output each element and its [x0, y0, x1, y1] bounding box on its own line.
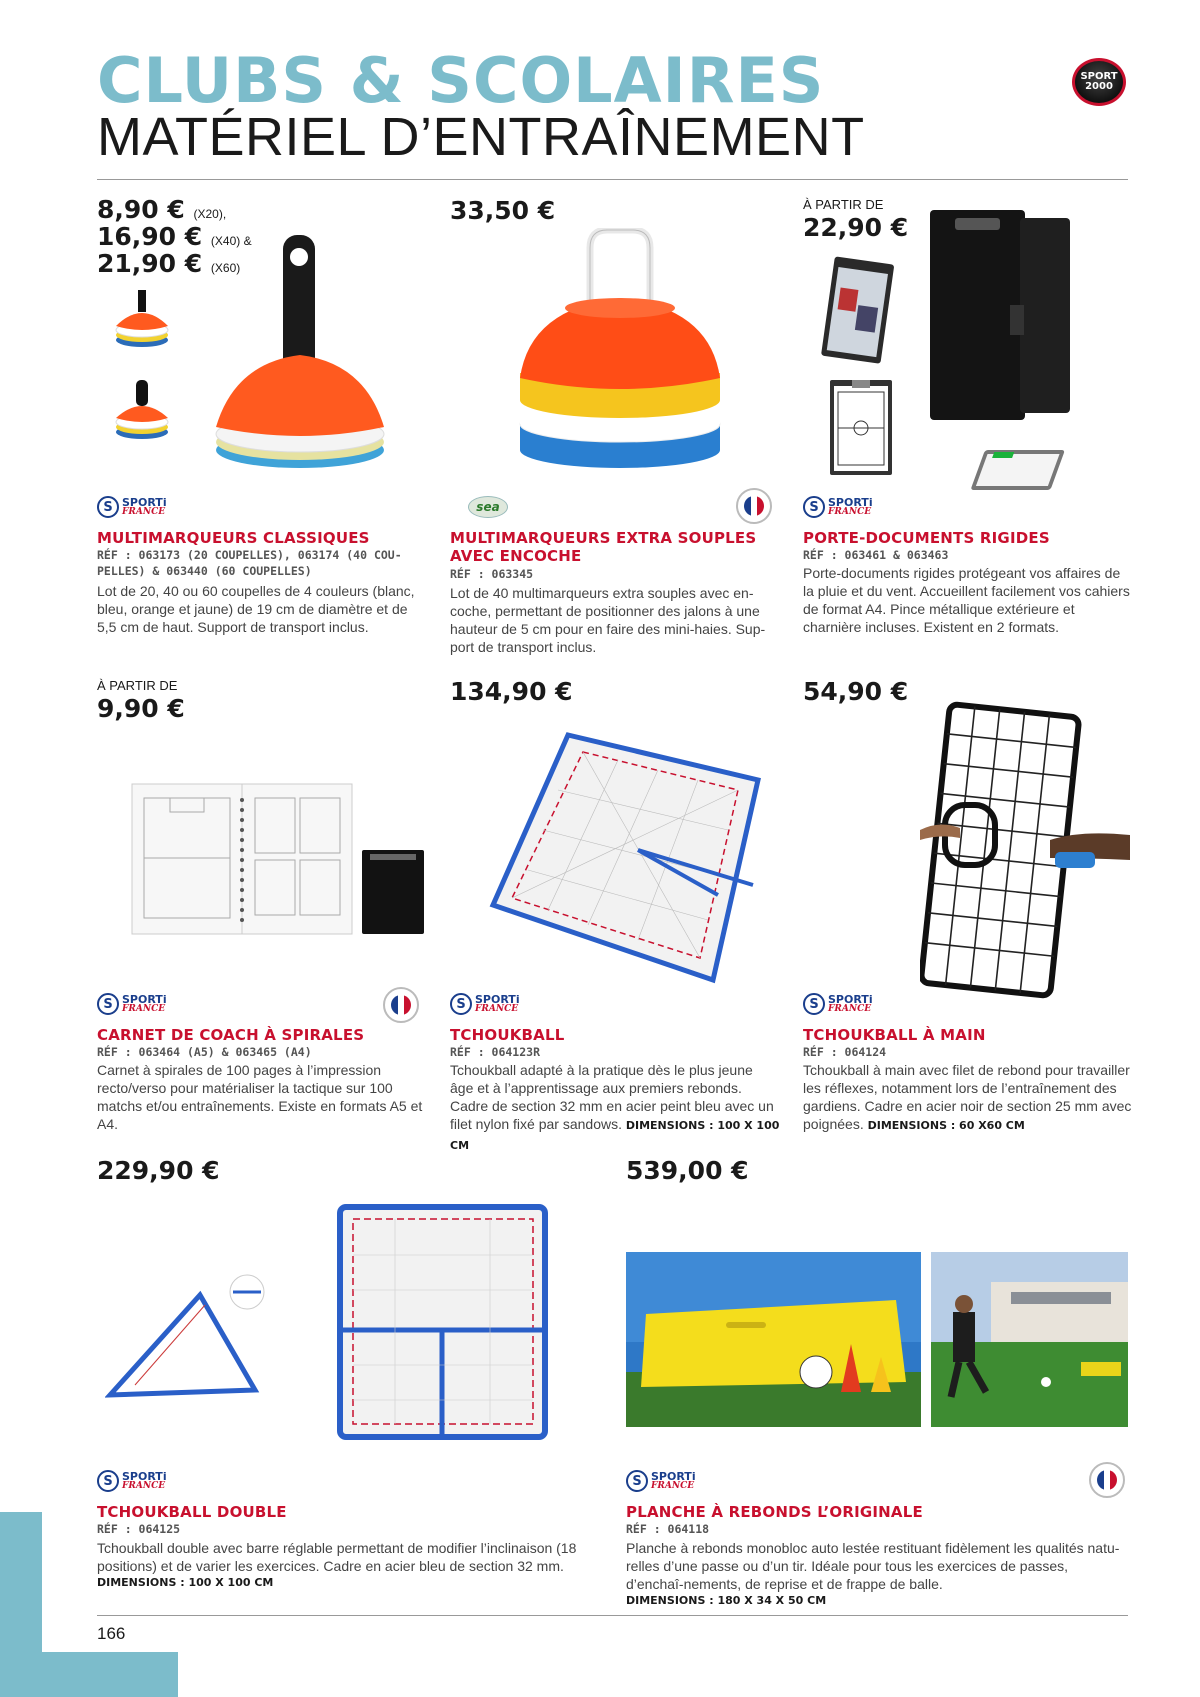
- cone-markers-image: [110, 230, 410, 480]
- product-price: 33,50 €: [450, 196, 556, 225]
- brand-logo-bottom: 2000: [1085, 81, 1113, 92]
- product-ref: RÉF : 063461 & 063463: [803, 548, 949, 562]
- section-subtitle: MATÉRIEL D’ENTRAÎNEMENT: [97, 107, 865, 167]
- product-description: Lot de 20, 40 ou 60 coupelles de 4 couleurs (blanc, bleu, orange et jaune) de 19 cm de diamètre et de 5,5 cm de haut. Support de transport inclus.: [97, 583, 415, 635]
- double-tchoukball-image: [105, 1195, 555, 1445]
- made-in-france-badge: [736, 488, 772, 524]
- product-price: 16,90 € (X40) &: [97, 222, 252, 251]
- product-price: 21,90 € (X60): [97, 249, 241, 278]
- price-prefix: À PARTIR DE: [803, 197, 884, 212]
- product-dimensions: DIMENSIONS : 60 X60 CM: [867, 1119, 1025, 1132]
- hand-tchoukball-image: [920, 700, 1130, 1000]
- clipboard-image: [820, 205, 1120, 505]
- tchoukball-image: [488, 730, 768, 990]
- section-title: CLUBS & SCOLAIRES: [97, 44, 825, 117]
- product-description: Tchoukball adapté à la pratique dès le plus jeune âge et à l’apprentissage aux premiers rebonds. Cadre de section 32 mm en acier peint bleu avec un filet nylon fixé par sandows. DIMENSIONS : 100 X 100 CM: [450, 1062, 780, 1152]
- rebound-board-photo: [626, 1252, 921, 1427]
- product-price: 539,00 €: [626, 1156, 749, 1185]
- product-title: MULTIMARQUEURS EXTRA SOUPLES AVEC ENCOCHE: [450, 529, 757, 565]
- product-description: Tchoukball double avec barre réglable permettant de modifier l’inclinaison (18 positions) et de varier les exercices. Cadre en acier bleu de section 32 mm.: [97, 1540, 577, 1574]
- sporti-france-logo: S SPORTi FRANCE: [97, 991, 167, 1017]
- sporti-france-logo: S SPORTi FRANCE: [803, 991, 873, 1017]
- product-dimensions: DIMENSIONS : 100 X 100 CM: [97, 1576, 274, 1589]
- product-ref: RÉF : 064125: [97, 1522, 181, 1536]
- product-price: 22,90 €: [803, 213, 909, 242]
- brand-logo-top: SPORT: [1080, 71, 1118, 82]
- product-description: Tchoukball à main avec filet de rebond pour travailler les réflexes, notamment lors de l’entraînement des gardiens. Cadre en acier noir de section 25 mm avec poignées. DIMENSIONS : 60 X60 CM: [803, 1062, 1132, 1132]
- sport-2000-logo: [1072, 58, 1126, 106]
- product-title: TCHOUKBALL: [450, 1026, 565, 1044]
- sporti-france-logo: S SPORTi FRANCE: [97, 494, 167, 520]
- product-title: MULTIMARQUEURS CLASSIQUES: [97, 529, 370, 547]
- product-price: 8,90 € (X20),: [97, 195, 227, 224]
- sporti-france-logo: S SPORTi FRANCE: [803, 494, 873, 520]
- sporti-france-logo: S SPORTi FRANCE: [97, 1468, 167, 1494]
- product-title: TCHOUKBALL À MAIN: [803, 1026, 986, 1044]
- soft-markers-image: [515, 228, 725, 473]
- made-in-france-badge: [383, 987, 419, 1023]
- product-dimensions: DIMENSIONS : 180 X 34 X 50 CM: [626, 1594, 827, 1607]
- sporti-france-logo: S SPORTi FRANCE: [626, 1468, 696, 1494]
- product-title: PORTE-DOCUMENTS RIGIDES: [803, 529, 1050, 547]
- sea-brand-logo: sea: [468, 496, 508, 518]
- page-tab-accent: [0, 1652, 178, 1697]
- product-ref: RÉF : 063345: [450, 567, 534, 581]
- rebound-board-action-photo: [931, 1252, 1128, 1427]
- page-number: 166: [97, 1624, 126, 1643]
- product-title: TCHOUKBALL DOUBLE: [97, 1503, 287, 1521]
- coach-notebook-image: [130, 780, 430, 940]
- product-ref: RÉF : 064118: [626, 1522, 710, 1536]
- product-description: Porte-documents rigides protégeant vos affaires de la pluie et du vent. Accueillent facilement vos cahiers de format A4. Pince métallique extérieure et charnière incluses. Existent en 2 formats.: [803, 565, 1130, 635]
- product-description: Planche à rebonds monobloc auto lestée restituant fidèlement les qualités natu-relles d’une passe ou d’un tir. Idéale pour tous les exercices de passes, d’enchaî-nements, de reprise et de frappe de balle.: [626, 1540, 1120, 1592]
- sporti-france-logo: S SPORTi FRANCE: [450, 991, 520, 1017]
- made-in-france-badge: [1089, 1462, 1125, 1498]
- product-title: PLANCHE À REBONDS L’ORIGINALE: [626, 1503, 923, 1521]
- product-ref: RÉF : 063464 (A5) & 063465 (A4): [97, 1045, 312, 1059]
- product-price: 9,90 €: [97, 694, 185, 723]
- header-divider: [97, 179, 1128, 180]
- footer-divider: [97, 1615, 1128, 1616]
- product-dimensions: DIMENSIONS : 100 X 100 CM: [450, 1119, 780, 1152]
- product-price: 54,90 €: [803, 677, 909, 706]
- product-description: Carnet à spirales de 100 pages à l’impression recto/verso pour matérialiser la tactique sur 100 matchs et/ou entraînements. Existe en formats A5 et A4.: [97, 1062, 423, 1132]
- product-description: Lot de 40 multimarqueurs extra souples avec en-coche, permettant de positionner des jalons à une hauteur de 5 cm pour en faire des mini-haies. Sup-port de transport inclus.: [450, 585, 766, 655]
- product-ref: RÉF : 063173 (20 COUPELLES), 063174 (40 COU-PELLES) & 063440 (60 COUPELLES): [97, 548, 402, 578]
- product-price: 229,90 €: [97, 1156, 220, 1185]
- price-prefix: À PARTIR DE: [97, 678, 178, 693]
- product-ref: RÉF : 064123R: [450, 1045, 541, 1059]
- product-ref: RÉF : 064124: [803, 1045, 887, 1059]
- product-price: 134,90 €: [450, 677, 573, 706]
- product-title: CARNET DE COACH À SPIRALES: [97, 1026, 365, 1044]
